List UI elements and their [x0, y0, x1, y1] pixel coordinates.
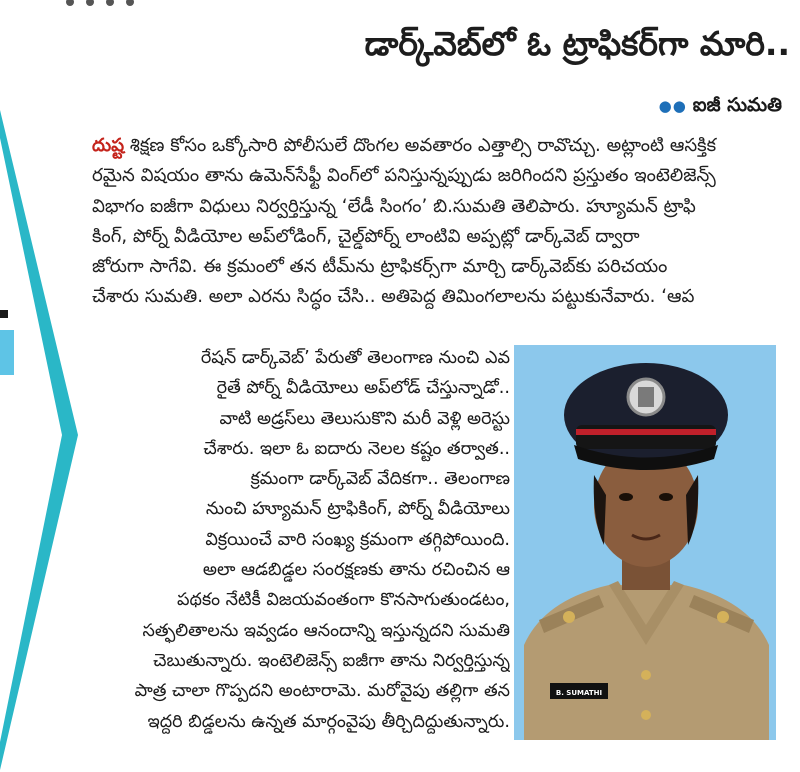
article-headline: డార్క్‌వెబ్‌లో ఓ ట్రాఫికర్‌గా మారి.. — [364, 24, 790, 63]
body-line: వాటి అడ్రస్‌లు తెలుసుకొని మరీ వెళ్లి అరెస్టు — [219, 408, 510, 429]
body-line: రమైన విషయం తాను ఉమెన్‌సేఫ్టీ వింగ్‌లో పనిస్తున్నప్పుడు జరిగిందని ప్రస్తుతం ఇంటెలిజెన్స్ — [92, 165, 716, 187]
body-line: రైతే పోర్న్ వీడియోలు అప్‌లోడ్ చేస్తున్నాడో.. — [216, 378, 510, 399]
body-line: పాత్ర చాలా గొప్పదని అంటారామె. మరోవైపు తల్లిగా తన — [134, 681, 510, 702]
top-decoration — [60, 0, 180, 10]
body-line: చేశారు. ఇలా ఓ ఐదారు నెలల కష్టం తర్వాత.. — [203, 438, 510, 459]
article-body-wide — [92, 131, 782, 313]
body-line: నుంచి హ్యూమన్ ట్రాఫికింగ్, పోర్న్ వీడియోలు — [205, 499, 510, 520]
drop-word: దుష్ట — [92, 135, 125, 156]
article-byline — [659, 92, 782, 119]
body-line: జోరుగా సాగేవి. ఈ క్రమంలో తన టీమ్‌ను ట్రాఫికర్స్‌గా మార్చి డార్క్‌వెబ్‌కు పరిచయం — [92, 256, 668, 278]
name-plate-text: B. SUMATHI — [555, 689, 603, 697]
body-line — [92, 131, 782, 161]
body-line: పథకం నేటికీ విజయవంతంగా కొనసాగుతుండటం, — [177, 590, 510, 611]
body-line: చెబుతున్నారు. ఇంటెలిజెన్స్ ఐజీగా తాను నిర్వర్తిస్తున్న — [153, 650, 510, 671]
byline-dots-icon: ●● — [658, 97, 687, 115]
body-line-text: శిక్షణ కోసం ఒక్కోసారి పోలీసులే దొంగల అవతారం ఎత్తాల్సి రావొచ్చు. అట్లాంటి ఆసక్తిక — [124, 135, 717, 156]
body-line: అలా ఆడబిడ్డల సంరక్షణకు తాను రచించిన ఆ — [202, 560, 510, 581]
article-body-narrow — [92, 343, 510, 737]
body-line: విక్రయించే వారి సంఖ్య క్రమంగా తగ్గిపోయింది. — [205, 529, 510, 550]
body-line: కింగ్, పోర్న్ వీడియోల అప్‌లోడింగ్, చైల్డ్‌పోర్న్ లాంటివి అప్పట్లో డార్క్‌వెబ్ ద్వారా — [92, 225, 640, 247]
officer-portrait-photo — [514, 345, 776, 740]
body-line: క్రమంగా డార్క్‌వెబ్ వేదికగా.. తెలంగాణ — [250, 469, 510, 490]
body-line: రేషన్ డార్క్‌వెబ్’ పేరుతో తెలంగాణ నుంచి ఎవ — [200, 348, 510, 368]
body-line: ఇద్దరి బిడ్డలను ఉన్నత మార్గంవైపు తీర్చిదిద్దుతున్నారు. — [147, 711, 510, 732]
body-line: విభాగం ఐజీగా విధులు నిర్వర్తిస్తున్న ‘లేడీ సింగం’ బి.సుమతి తెలిపారు. హ్యూమన్ ట్రాఫి — [92, 195, 696, 217]
body-line: చేశారు సుమతి. అలా ఎరను సిద్ధం చేసి.. అతిపెద్ద తిమింగలాలను పట్టుకునేవారు. ‘ఆప — [92, 286, 695, 308]
body-line: సత్ఫలితాలను ఇవ్వడం ఆనందాన్ని ఇస్తున్నదని సుమతి — [142, 620, 510, 641]
left-decoration — [0, 0, 90, 772]
byline-author: ఐజీ సుమతి — [692, 94, 782, 116]
